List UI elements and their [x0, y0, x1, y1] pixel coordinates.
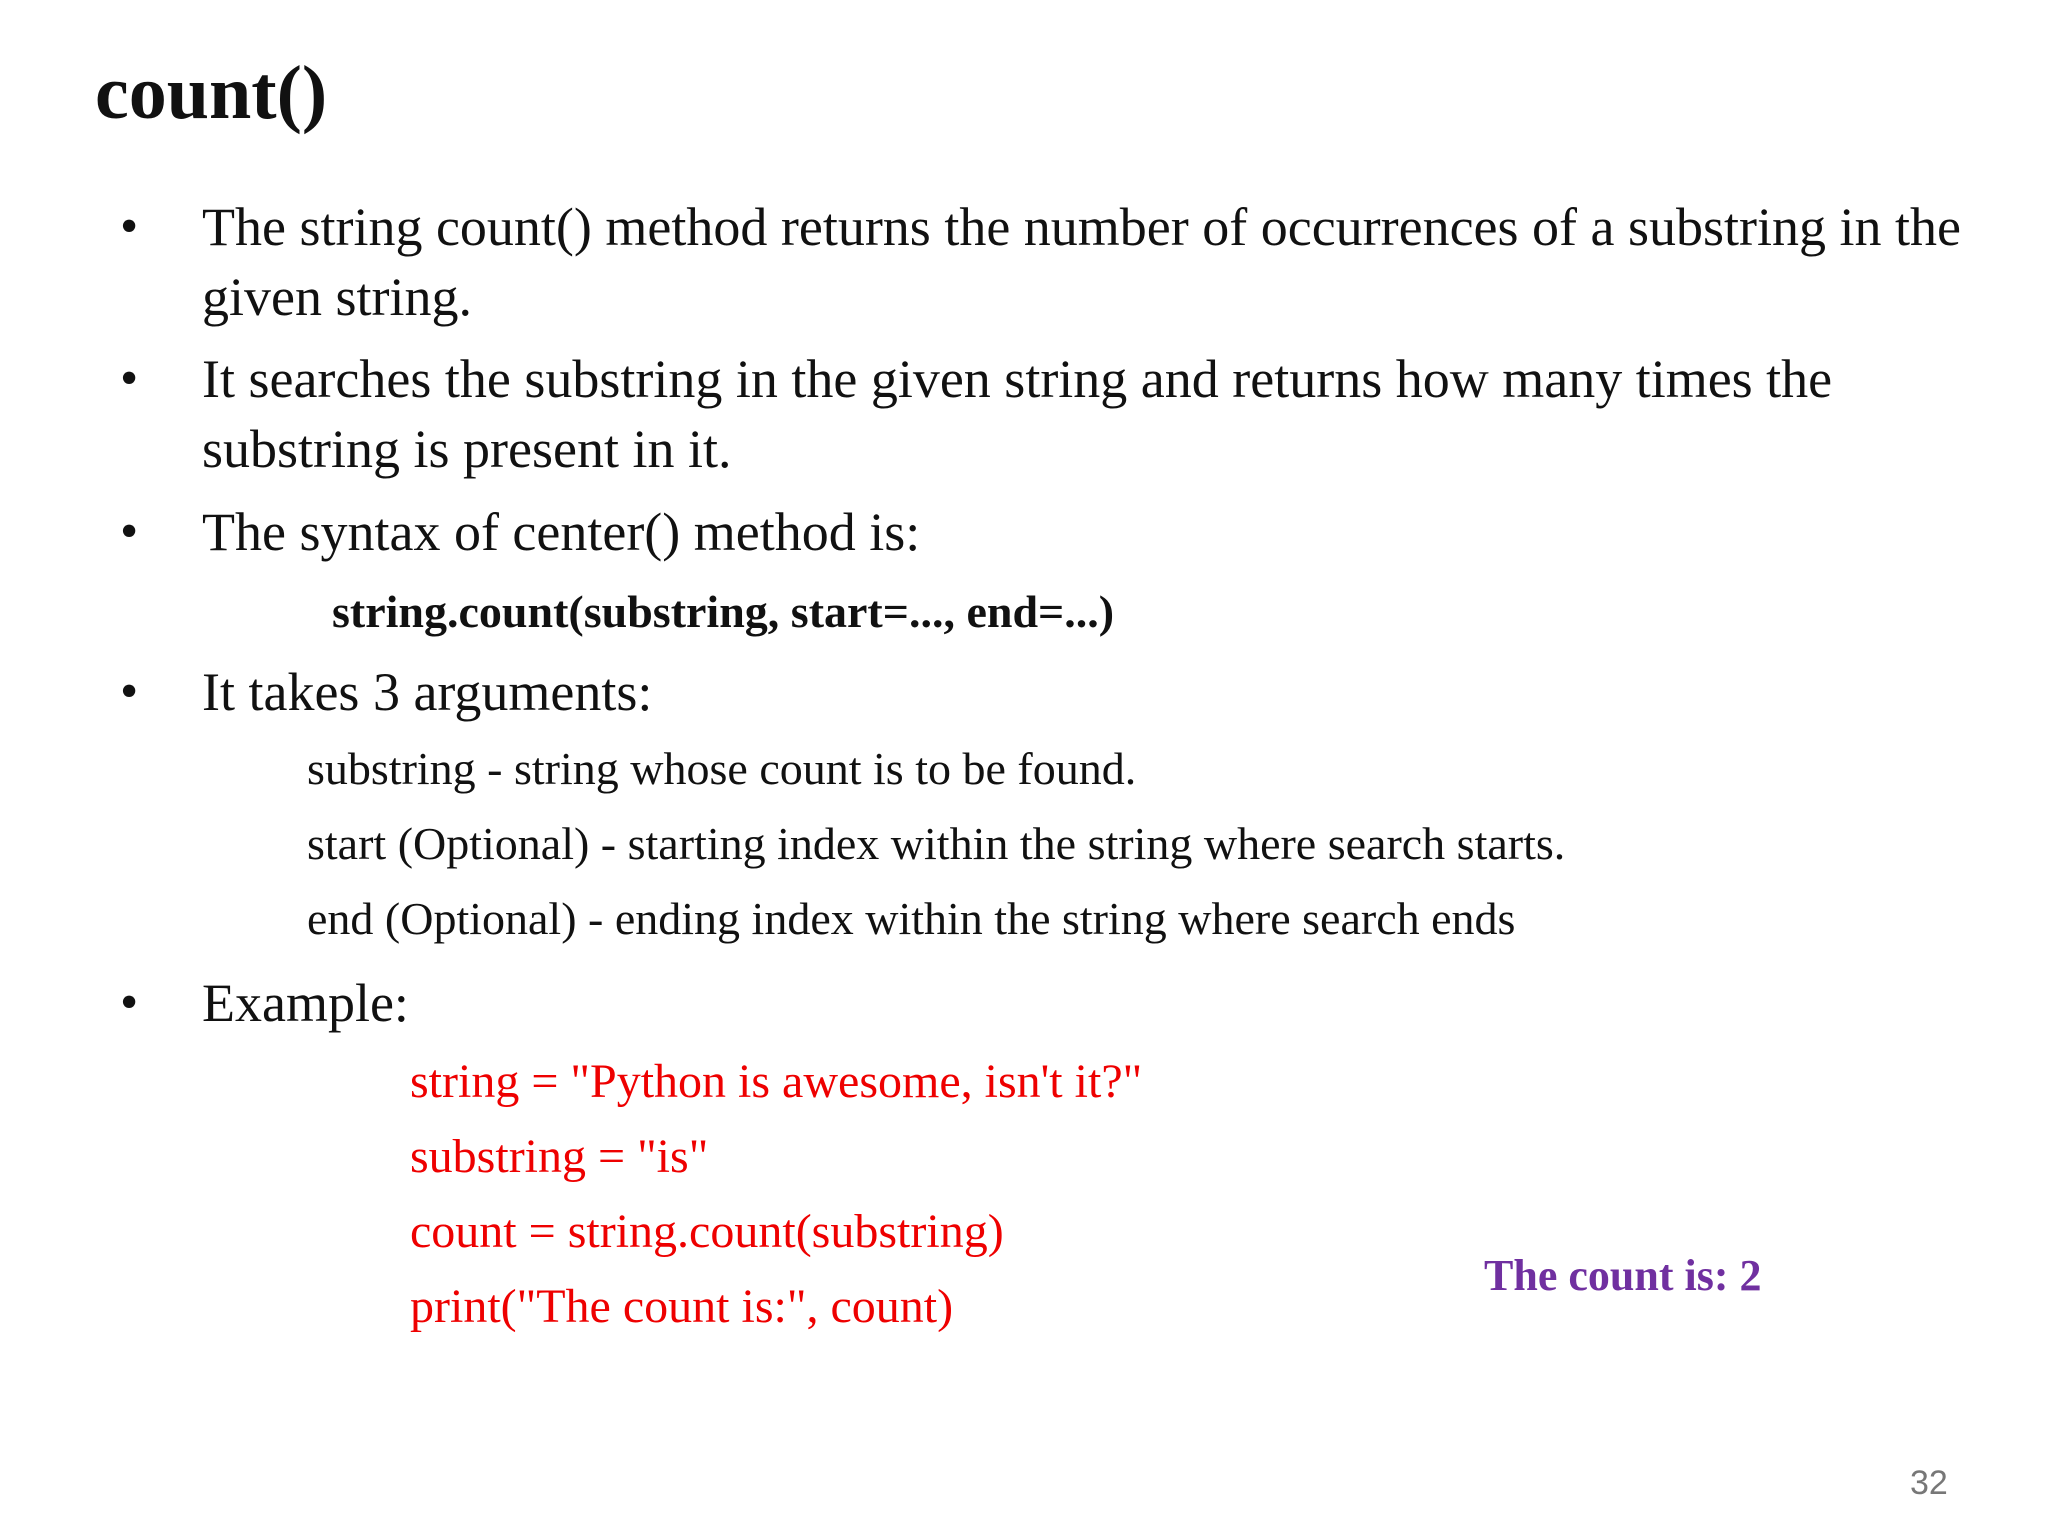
example-code-line-1: string = "Python is awesome, isn't it?" [410, 1055, 1143, 1108]
example-code-line-3: count = string.count(substring) [410, 1205, 1004, 1258]
bullet-mark: • [120, 503, 139, 560]
example-code-line-4: print("The count is:", count) [410, 1280, 954, 1333]
slide-title: count() [95, 51, 328, 135]
bullet-mark: • [120, 974, 139, 1031]
bullet-text: It takes 3 arguments: [202, 662, 653, 722]
argument-start: start (Optional) - starting index within the string where search starts. [307, 818, 1566, 869]
page-number: 32 [1910, 1464, 1948, 1502]
example-code-line-2: substring = "is" [410, 1130, 709, 1183]
bullet-mark: • [120, 198, 139, 255]
bullet-mark: • [120, 350, 139, 407]
bullet-mark: • [120, 663, 139, 720]
argument-end: end (Optional) - ending index within the string where search ends [307, 893, 1516, 944]
bullet-text: The syntax of center() method is: [202, 502, 921, 562]
bullet-text: The string count() method returns the number of occurrences of a substring in the given string. [202, 197, 1961, 327]
bullet-item-description [120, 192, 1980, 332]
bullet-item-search-behavior [120, 344, 1980, 484]
syntax-code: string.count(substring, start=..., end=...) [332, 586, 1115, 637]
bullet-item-syntax [120, 497, 1980, 567]
bullet-text: It searches the substring in the given string and returns how many times the substring is present in it. [202, 349, 1833, 479]
example-output: The count is: 2 [1484, 1251, 1762, 1300]
bullet-text: Example: [202, 973, 409, 1033]
argument-substring: substring - string whose count is to be found. [307, 743, 1137, 794]
bullet-item-arguments [120, 657, 1980, 727]
bullet-item-example [120, 968, 1980, 1038]
